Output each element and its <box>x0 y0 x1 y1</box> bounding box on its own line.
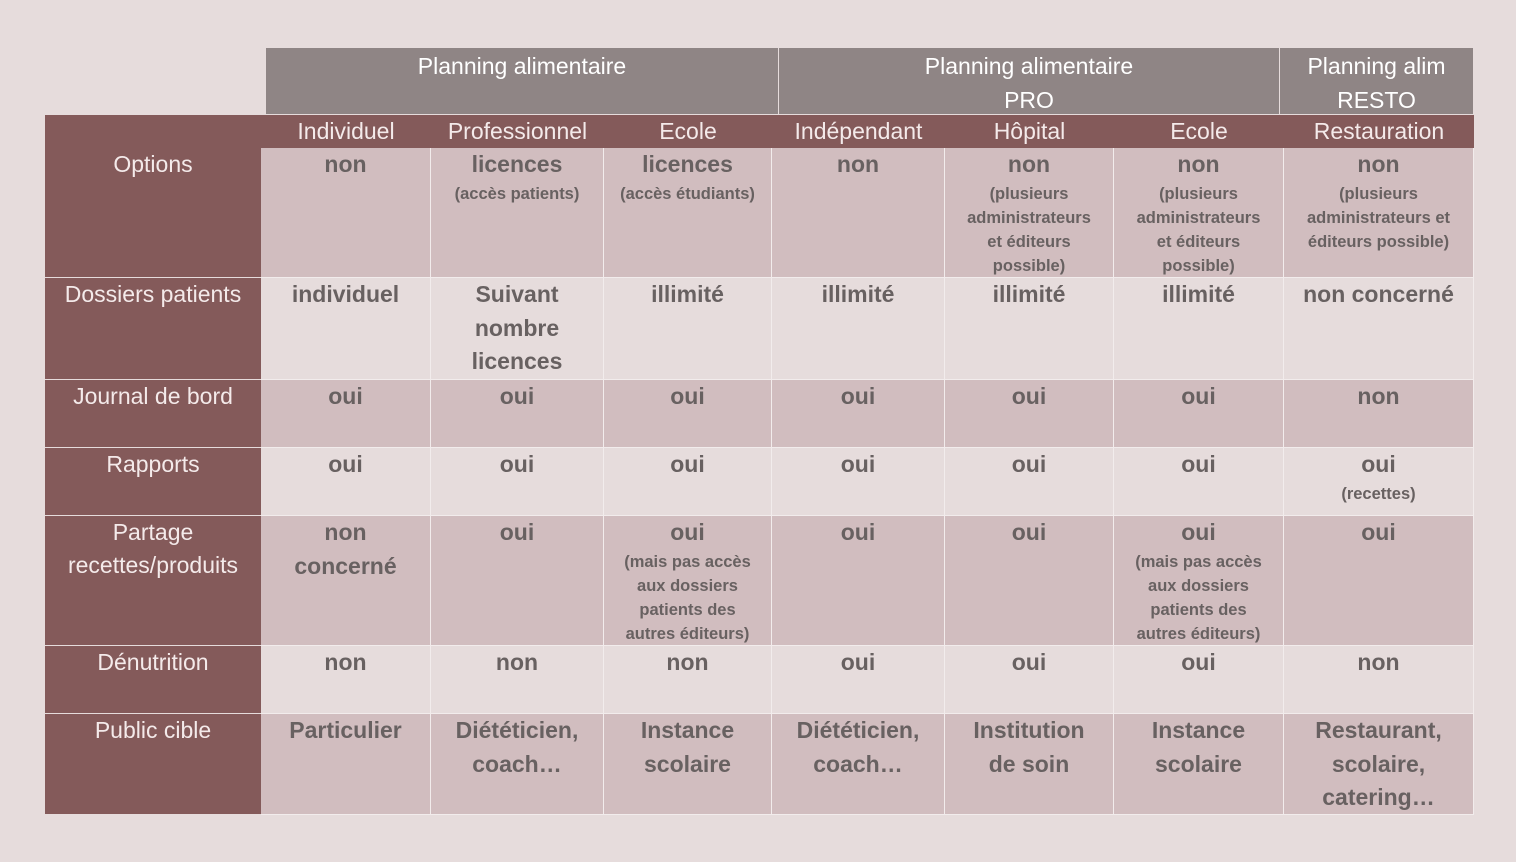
column-header: Hôpital <box>945 115 1114 148</box>
cell-value: illimité <box>821 281 895 307</box>
cell-note: patients des <box>1150 600 1247 619</box>
cell-value: Particulier <box>289 717 402 743</box>
row-header <box>45 278 261 380</box>
cell-value: oui <box>1181 649 1216 675</box>
table-cell <box>431 148 604 278</box>
cell-note: (accès étudiants) <box>620 184 755 203</box>
table-cell <box>431 646 604 714</box>
cell-note: possible) <box>992 256 1066 275</box>
cell-value: oui <box>1181 519 1216 545</box>
cell-value: non <box>1177 151 1220 177</box>
cell-value: coach… <box>813 750 903 777</box>
table-cell <box>772 516 945 646</box>
cell-value: non <box>324 151 367 177</box>
cell-value: individuel <box>291 281 400 307</box>
table-cell <box>1114 448 1284 516</box>
cell-value: oui <box>670 519 705 545</box>
cell-value: scolaire <box>644 750 731 777</box>
table-cell <box>945 380 1114 448</box>
cell-value: Diététicien, <box>455 717 579 743</box>
table-cell <box>431 516 604 646</box>
cell-value: oui <box>1011 519 1047 545</box>
table-cell <box>261 278 431 380</box>
table-cell <box>431 380 604 448</box>
cell-note: autres éditeurs) <box>1136 624 1261 643</box>
cell-value: non <box>324 519 367 545</box>
cell-value: illimité <box>992 281 1066 307</box>
row-header-label: Partage <box>112 519 194 545</box>
cell-value: illimité <box>1162 281 1235 307</box>
table-cell <box>1284 516 1474 646</box>
group-header <box>779 48 1280 114</box>
cell-value: oui <box>499 451 535 477</box>
table-cell <box>261 516 431 646</box>
cell-value: oui <box>1361 451 1396 477</box>
cell-value: Institution <box>973 717 1085 743</box>
cell-value: non <box>495 649 539 675</box>
table-cell <box>772 646 945 714</box>
column-header: Professionnel <box>431 115 604 148</box>
cell-value: nombre <box>474 314 560 341</box>
row-header <box>45 714 261 815</box>
cell-value: oui <box>670 451 705 477</box>
cell-value: oui <box>840 383 876 409</box>
table-cell <box>261 148 431 278</box>
cell-note: éditeurs possible) <box>1307 232 1450 251</box>
cell-value: Suivant <box>475 281 559 307</box>
table-cell <box>1284 714 1474 815</box>
group-header-label: RESTO <box>1337 87 1416 113</box>
cell-value: non <box>1357 383 1400 409</box>
cell-value: coach… <box>472 750 562 777</box>
group-header-label: PRO <box>1004 87 1054 113</box>
cell-value: oui <box>1011 451 1047 477</box>
table-cell <box>431 448 604 516</box>
cell-value: licences <box>471 348 563 374</box>
group-header <box>1280 48 1474 114</box>
table-cell <box>945 646 1114 714</box>
cell-value: licences <box>471 151 563 177</box>
cell-value: de soin <box>988 750 1070 777</box>
corner-header <box>45 115 261 148</box>
table-cell <box>1284 448 1474 516</box>
cell-value: Restaurant, <box>1315 717 1442 743</box>
cell-note: patients des <box>639 600 736 619</box>
cell-value: oui <box>328 451 363 477</box>
row-header-label: Journal de bord <box>73 383 233 409</box>
row-header <box>45 646 261 714</box>
table-cell <box>945 448 1114 516</box>
cell-note: possible) <box>1162 256 1235 275</box>
table-cell <box>261 448 431 516</box>
cell-note: (mais pas accès <box>624 552 751 571</box>
cell-value: oui <box>840 451 876 477</box>
cell-value: Diététicien, <box>796 717 920 743</box>
cell-value: oui <box>499 519 535 545</box>
cell-note: autres éditeurs) <box>625 624 750 643</box>
group-header <box>266 48 779 114</box>
cell-note: (recettes) <box>1341 484 1416 503</box>
cell-note: aux dossiers <box>637 576 738 595</box>
cell-value: non <box>1007 151 1051 177</box>
row-header <box>45 448 261 516</box>
cell-value: oui <box>840 649 876 675</box>
table-cell <box>1114 380 1284 448</box>
cell-value: scolaire, <box>1331 750 1426 777</box>
cell-value: oui <box>840 519 876 545</box>
column-header: Ecole <box>604 115 772 148</box>
column-header: Restauration <box>1284 115 1474 148</box>
column-header: Indépendant <box>772 115 945 148</box>
row-header-label: Options <box>113 151 193 177</box>
table-cell <box>1114 148 1284 278</box>
table-cell <box>604 448 772 516</box>
cell-value: oui <box>1361 519 1396 545</box>
table-cell <box>604 278 772 380</box>
cell-value: non <box>324 649 367 675</box>
table-cell <box>431 714 604 815</box>
table-cell <box>604 148 772 278</box>
table-cell <box>945 714 1114 815</box>
row-header-label: recettes/produits <box>67 552 239 578</box>
table-cell <box>604 646 772 714</box>
table-cell <box>945 516 1114 646</box>
cell-value: non concerné <box>1303 281 1454 307</box>
table-cell <box>1114 278 1284 380</box>
table-cell <box>604 380 772 448</box>
row-header-label: Dossiers patients <box>64 281 242 307</box>
table-cell <box>772 380 945 448</box>
cell-note: (plusieurs <box>989 184 1069 203</box>
cell-value: illimité <box>651 281 724 307</box>
cell-note: aux dossiers <box>1148 576 1249 595</box>
cell-value: oui <box>328 383 363 409</box>
table-cell <box>1284 148 1474 278</box>
column-header: Individuel <box>261 115 431 148</box>
table-cell <box>1114 516 1284 646</box>
table-cell <box>604 714 772 815</box>
cell-value: oui <box>670 383 705 409</box>
column-header: Ecole <box>1114 115 1284 148</box>
table-cell <box>1114 714 1284 815</box>
cell-value: non <box>1357 649 1400 675</box>
table-cell <box>772 714 945 815</box>
cell-value: oui <box>1181 451 1216 477</box>
cell-note: (plusieurs <box>1339 184 1418 203</box>
table-cell <box>604 516 772 646</box>
group-header-label: Planning alimentaire <box>417 53 627 79</box>
table-cell <box>261 714 431 815</box>
cell-note: (mais pas accès <box>1135 552 1262 571</box>
cell-value: non <box>666 649 709 675</box>
table-cell <box>772 448 945 516</box>
cell-note: administrateurs <box>967 208 1091 227</box>
table-cell <box>431 278 604 380</box>
cell-value: oui <box>1011 649 1047 675</box>
cell-value: licences <box>642 151 733 177</box>
cell-value: concerné <box>294 552 397 579</box>
table-cell <box>261 380 431 448</box>
row-header-label: Rapports <box>106 451 200 477</box>
cell-value: scolaire <box>1155 750 1242 777</box>
cell-value: oui <box>1181 383 1216 409</box>
cell-value: Instance <box>640 717 735 743</box>
cell-note: et éditeurs <box>987 232 1071 251</box>
table-cell <box>945 278 1114 380</box>
cell-value: non <box>836 151 880 177</box>
table-cell <box>1114 646 1284 714</box>
cell-note: administrateurs <box>1136 208 1261 227</box>
table-cell <box>945 148 1114 278</box>
cell-note: (plusieurs <box>1159 184 1238 203</box>
cell-value: catering… <box>1322 784 1435 810</box>
cell-value: Instance <box>1151 717 1246 743</box>
group-header-label: Planning alim <box>1307 53 1446 79</box>
table-cell <box>772 278 945 380</box>
row-header-label: Dénutrition <box>97 649 209 675</box>
table-cell <box>1284 278 1474 380</box>
table-cell <box>1284 380 1474 448</box>
cell-note: (accès patients) <box>454 184 580 203</box>
row-header <box>45 516 261 646</box>
group-header-label: Planning alimentaire <box>924 53 1134 79</box>
table-cell <box>1284 646 1474 714</box>
cell-value: oui <box>499 383 535 409</box>
cell-value: oui <box>1011 383 1047 409</box>
cell-note: administrateurs et <box>1306 208 1451 227</box>
row-header <box>45 380 261 448</box>
table-cell <box>772 148 945 278</box>
table-cell <box>261 646 431 714</box>
cell-value: non <box>1357 151 1400 177</box>
cell-note: et éditeurs <box>1156 232 1241 251</box>
row-header-label: Public cible <box>94 717 212 743</box>
row-header <box>45 148 261 278</box>
